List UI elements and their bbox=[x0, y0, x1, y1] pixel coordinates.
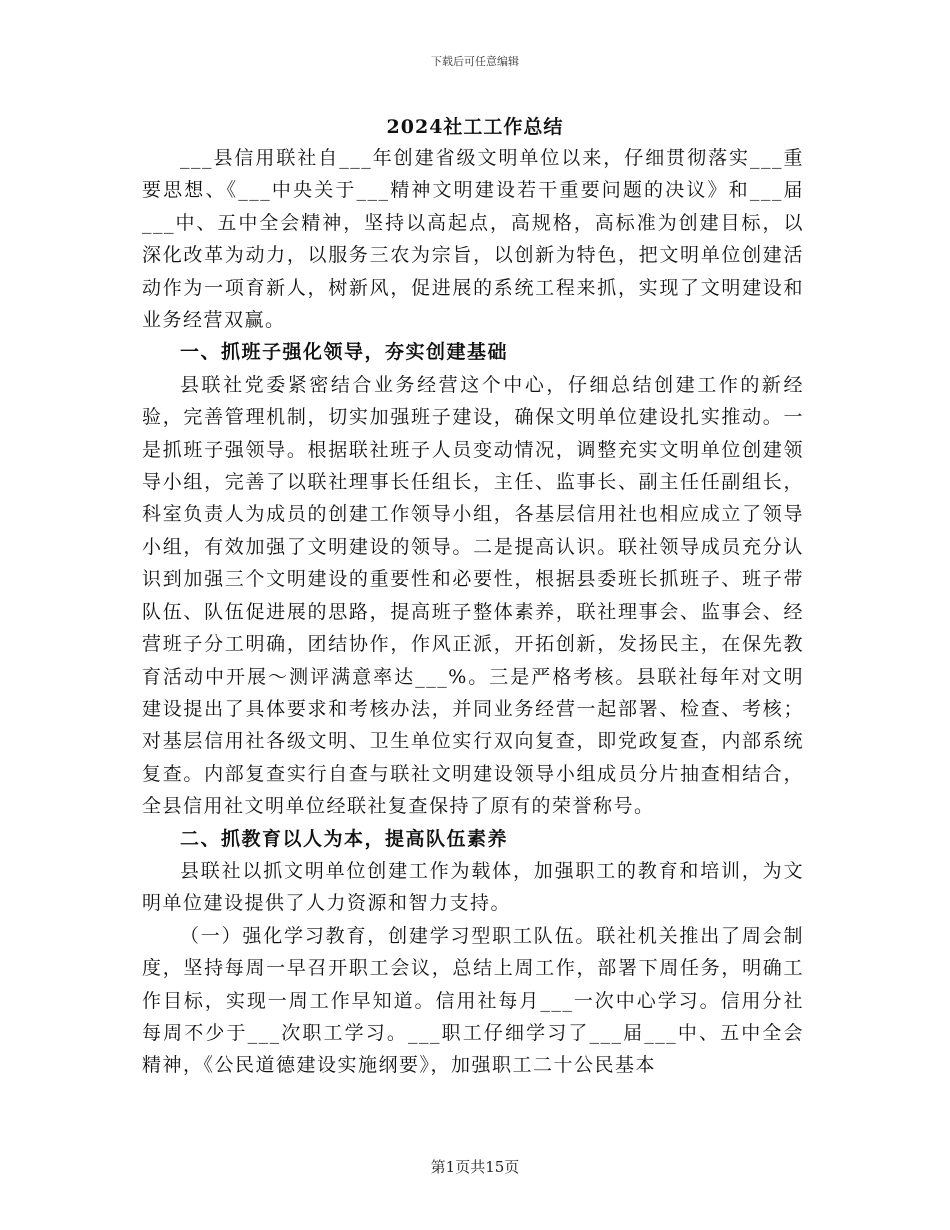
document-title: 2024社工工作总结 bbox=[386, 116, 564, 138]
section-heading-1: 一、抓班子强化领导，夯实创建基础 bbox=[180, 341, 509, 364]
section-1-paragraph: 县联社党委紧密结合业务经营这个中心，仔细总结创建工作的新经验，完善管理机制，切实加强班子建设，确保文明单位建设扎实推动。一是抓班子强领导。根据联社班子人员变动情况，调整充实文明单位创建领导小组，完善了以联社理事长任组长，主任、监事长、副主任任副组长，科室负责人为成员的创建工作领导小组，各基层信用社也相应成立了领导小组，有效加强了文明建设的领导。二是提高认识。联社领导成员充分认识到加强三个文明建设的重要性和必要性，根据县委班长抓班子、班子带队伍、队伍促进展的思路，提高班子整体素养，联社理事会、监事会、经营班子分工明确，团结协作，作风正派，开拓创新，发扬民主，在保先教育活动中开展～测评满意率达___%。三是严格考核。县联社每年对文明建设提出了具体要求和考核办法，并同业务经营一起部署、检查、考核；对基层信用社各级文明、卫生单位实行双向复查，即党政复查，内部系统复查。内部复查实行自查与联社文明建设领导小组成员分片抽查相结合，全县信用社文明单位经联社复查保持了原有的荣誉称号。 bbox=[142, 373, 804, 818]
intro-paragraph: ___县信用联社自___年创建省级文明单位以来，仔细贯彻落实___重要思想、《___中央关于___精神文明建设若干重要问题的决议》和___届___中、五中全会精神，坚持以高起点，高规格，高标准为创建目标，以深化改革为动力，以服务三农为宗旨，以创新为特色，把文明单位创建活动作为一项育新人，树新风，促进展的系统工程来抓，实现了文明建设和业务经营双赢。 bbox=[142, 147, 804, 332]
page-footer: 第1页共15页 bbox=[430, 1158, 520, 1176]
subsection-1-paragraph: （一）强化学习教育，创建学习型职工队伍。联社机关推出了周会制度，坚持每周一早召开职工会议，总结上周工作，部署下周任务，明确工作目标，实现一周工作早知道。信用社每月___一次中心学习。信用分社每周不少于___次职工学习。___职工仔细学习了___届___中、五中全会精神，《公民道德建设实施纲要》，加强职工二十公民基本 bbox=[142, 924, 804, 1077]
header-note: 下载后可任意编辑 bbox=[431, 55, 519, 68]
section-2-paragraph: 县联社以抓文明单位创建工作为载体，加强职工的教育和培训，为文明单位建设提供了人力资源和智力支持。 bbox=[142, 859, 804, 915]
section-heading-2: 二、抓教育以人为本，提高队伍素养 bbox=[180, 827, 509, 850]
document-body bbox=[142, 142, 804, 1082]
